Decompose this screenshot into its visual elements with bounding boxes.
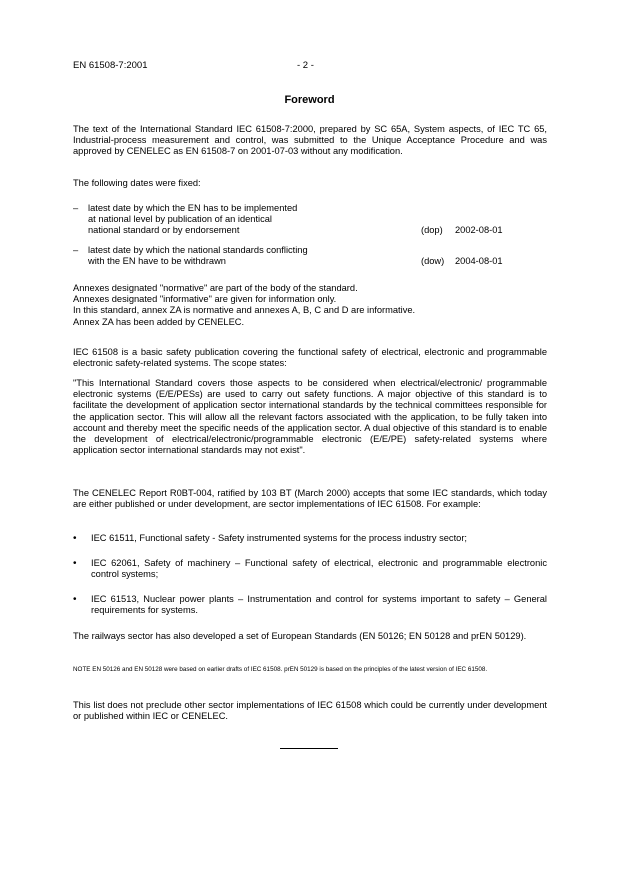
date-item-code: (dop) xyxy=(421,225,443,235)
date-item-code: (dow) xyxy=(421,256,445,266)
date-item-text xyxy=(88,245,388,267)
date-item-line: latest date by which the EN has to be implemented xyxy=(88,203,298,213)
date-item-date: 2004-08-01 xyxy=(455,256,503,266)
example-text: IEC 61513, Nuclear power plants – Instrumentation and control for systems important to safety – General requirements for systems. xyxy=(91,594,547,616)
date-item-dow xyxy=(73,245,547,269)
note-text: NOTE EN 50126 and EN 50128 were based on earlier drafts of IEC 61508. prEN 50129 is based on the principles of the latest version of IEC 61508. xyxy=(73,666,488,673)
dash-marker: – xyxy=(73,203,79,213)
date-item-line: with the EN have to be withdrawn xyxy=(88,256,226,267)
cenelec-report-paragraph: The CENELEC Report R0BT-004, ratified by 103 BT (March 2000) accepts that some IEC standards, which today are either published or under development, are sector implementations of IEC 61508. For example: xyxy=(73,488,547,510)
bullet-marker: • xyxy=(73,594,77,605)
railways-paragraph: The railways sector has also developed a set of European Standards (EN 50126; EN 50128 and prEN 50129). xyxy=(73,631,527,641)
dates-intro: The following dates were fixed: xyxy=(73,178,201,188)
intro-paragraph: The text of the International Standard IEC 61508-7:2000, prepared by SC 65A, System aspects, of IEC TC 65, Industrial-process measurement and control, was submitted to the Unique Acceptance Procedure and was approved by CENELEC as EN 61508-7 on 2001-07-03 without any modification. xyxy=(73,124,547,157)
bullet-marker: • xyxy=(73,533,77,544)
closing-paragraph: This list does not preclude other sector implementations of IEC 61508 which could be currently under development or published within IEC or CENELEC. xyxy=(73,700,547,722)
date-item-line: latest date by which the national standards conflicting xyxy=(88,245,308,255)
scope-quote-paragraph: "This International Standard covers those aspects to be considered when electrical/electronic/ programmable electronic systems (E/E/PESs) are used to carry out safety functions. A major objective of this standard is to facilitate the development of application sector international standards by the technical committees responsible for the application sector. This will allow all the relevant factors associated with the application, to be fully taken into account and thereby meet the specific needs of the application sector. A dual objective of this standard is to enable the development of electrical/electronic/programmable electronic (E/E/PE) safety-related systems where application sector international standards may not exist". xyxy=(73,378,547,456)
date-item-dop xyxy=(73,203,547,237)
header-page-number: - 2 - xyxy=(297,60,314,71)
page-title: Foreword xyxy=(284,94,335,106)
annex-notes xyxy=(73,283,547,328)
dash-marker: – xyxy=(73,245,79,255)
date-item-line: at national level by publication of an identical xyxy=(88,214,272,225)
annex-line: In this standard, annex ZA is normative and annexes A, B, C and D are informative. xyxy=(73,305,416,316)
date-item-line: national standard or by endorsement xyxy=(88,225,240,236)
example-text: IEC 61511, Functional safety - Safety instrumented systems for the process industry sector; xyxy=(91,533,468,543)
date-item-date: 2002-08-01 xyxy=(455,225,503,235)
scope-intro-paragraph: IEC 61508 is a basic safety publication covering the functional safety of electrical, electronic and programmable electronic safety-related systems. The scope states: xyxy=(73,347,547,369)
header-document-id: EN 61508-7:2001 xyxy=(73,60,148,71)
bullet-marker: • xyxy=(73,558,77,569)
annex-line: Annexes designated "informative" are given for information only. xyxy=(73,294,337,305)
example-text: IEC 62061, Safety of machinery – Functional safety of electrical, electronic and programmable electronic control systems; xyxy=(91,558,547,580)
annex-line: Annexes designated "normative" are part of the body of the standard. xyxy=(73,283,358,293)
end-rule xyxy=(280,748,338,749)
annex-line: Annex ZA has been added by CENELEC. xyxy=(73,316,245,327)
date-item-text xyxy=(88,203,388,237)
